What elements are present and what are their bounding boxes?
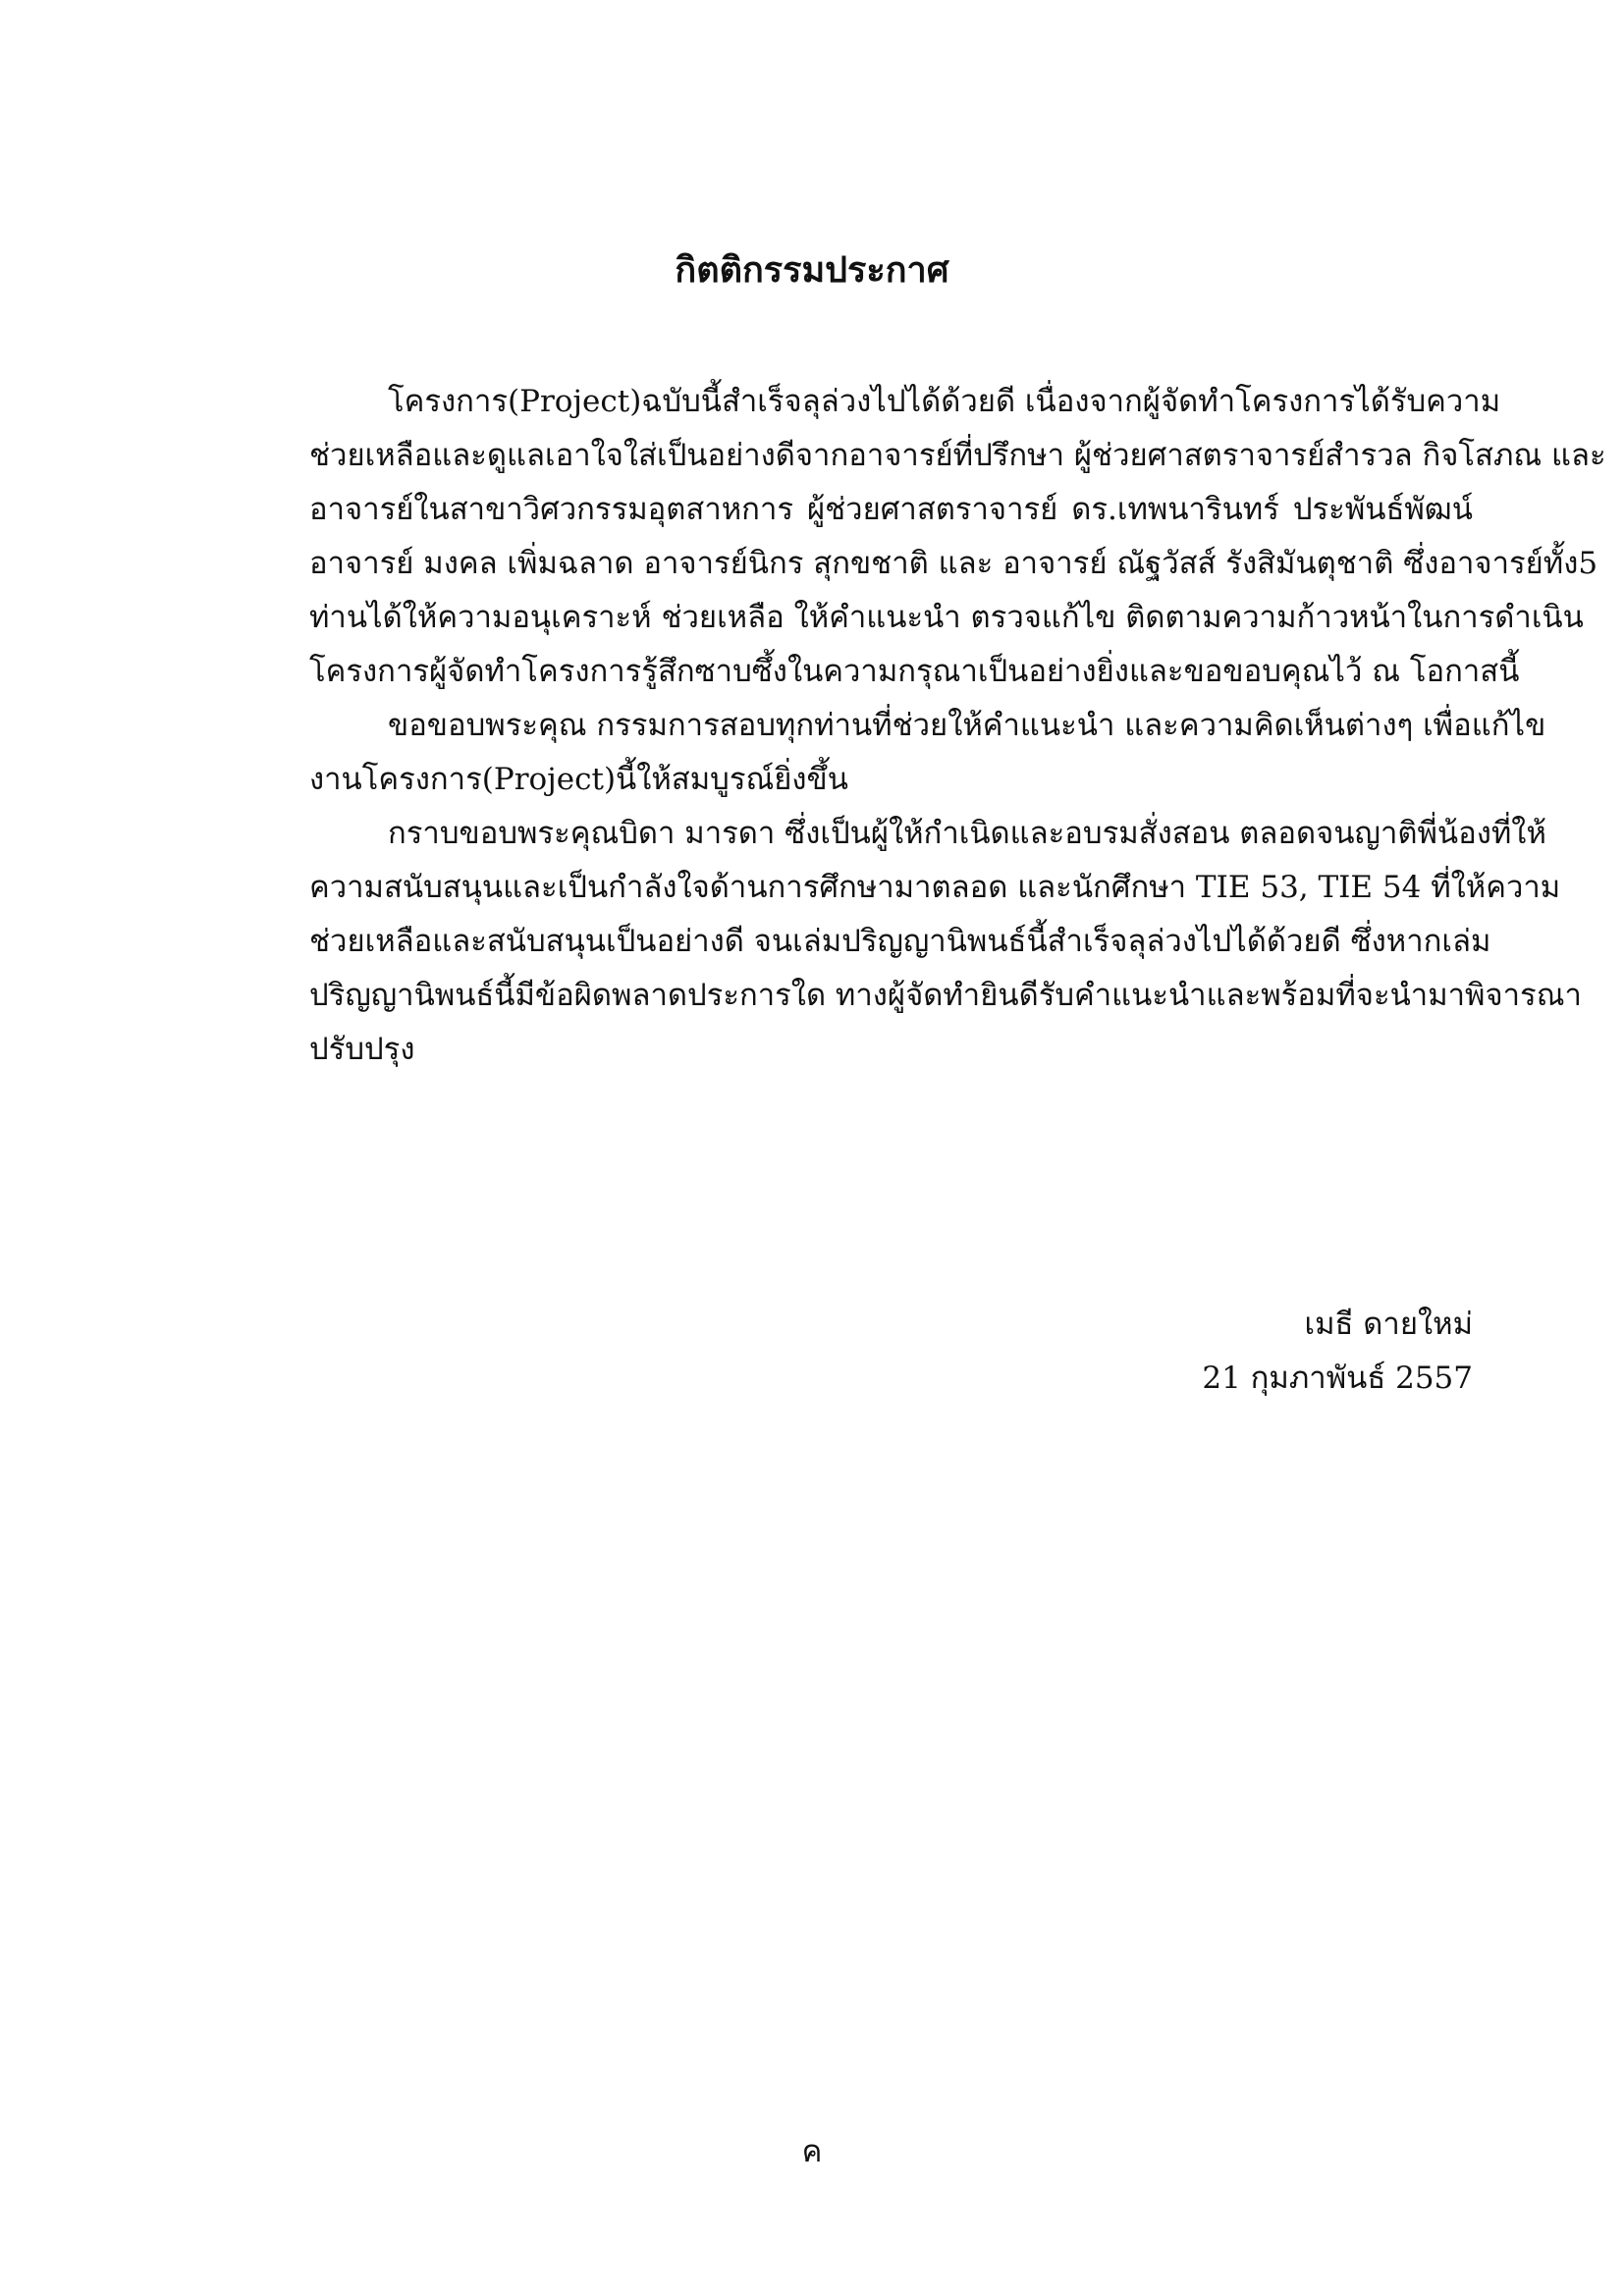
page-title: กิตติกรรมประกาศ <box>675 249 949 291</box>
page-number: ค <box>801 2134 823 2169</box>
paragraph-3-line-1: กราบขอบพระคุณบิดา มารดา ซึ่งเป็นผู้ให้กำเนิดและอบรมสั่งสอน ตลอดจนญาติพี่น้องที่ให้ <box>388 816 1546 851</box>
paragraph-3-line-4: ปริญญานิพนธ์นี้มีข้อผิดพลาดประการใด ทางผู้จัดทำยินดีรับคำแนะนำและพร้อมที่จะนำมาพิจารณา <box>309 978 1582 1013</box>
paragraph-1-line-1: โครงการ(Project)ฉบับนี้สำเร็จลุล่วงไปได้ด้วยดี เนื่องจากผู้จัดทำโครงการได้รับความ <box>388 384 1501 419</box>
signature-name: เมธี ดายใหม่ <box>1304 1307 1473 1342</box>
signature-date: 21 กุมภาพันธ์ 2557 <box>1202 1361 1473 1396</box>
paragraph-3-line-5: ปรับปรุง <box>309 1032 415 1067</box>
paragraph-1-line-6: โครงการผู้จัดทำโครงการรู้สึกซาบซึ้งในความกรุณาเป็นอย่างยิ่งและขอขอบคุณไว้ ณ โอกาสนี้ <box>309 654 1520 689</box>
paragraph-1-line-3: อาจารย์ในสาขาวิศวกรรมอุตสาหการ ผู้ช่วยศาสตราจารย์ ดร.เทพนารินทร์ ประพันธ์พัฒน์ <box>309 492 1473 527</box>
paragraph-1-line-4: อาจารย์ มงคล เพิ่มฉลาด อาจารย์นิกร สุกขชาติ และ อาจารย์ ณัฐวัสส์ รังสิมันตุชาติ ซึ่งอาจารย์ทั้ง5 <box>309 546 1598 581</box>
paragraph-2-line-2: งานโครงการ(Project)นี้ให้สมบูรณ์ยิ่งขึ้น <box>309 762 848 797</box>
paragraph-1-line-5: ท่านได้ให้ความอนุเคราะห์ ช่วยเหลือ ให้คำแนะนำ ตรวจแก้ไข ติดตามความก้าวหน้าในการดำเนิน <box>309 600 1584 635</box>
paragraph-2-line-1: ขอขอบพระคุณ กรรมการสอบทุกท่านที่ช่วยให้คำแนะนำ และความคิดเห็นต่างๆ เพื่อแก้ไข <box>388 708 1546 743</box>
paragraph-1-line-2: ช่วยเหลือและดูแลเอาใจใส่เป็นอย่างดีจากอาจารย์ที่ปรึกษา ผู้ช่วยศาสตราจารย์สำรวล กิจโสภณ และ <box>309 438 1606 473</box>
paragraph-3-line-2: ความสนับสนุนและเป็นกำลังใจด้านการศึกษามาตลอด และนักศึกษา TIE 53, TIE 54 ที่ให้ความ <box>309 870 1561 905</box>
paragraph-3-line-3: ช่วยเหลือและสนับสนุนเป็นอย่างดี จนเล่มปริญญานิพนธ์นี้สำเร็จลุล่วงไปได้ด้วยดี ซึ่งหากเล่ม <box>309 924 1491 959</box>
